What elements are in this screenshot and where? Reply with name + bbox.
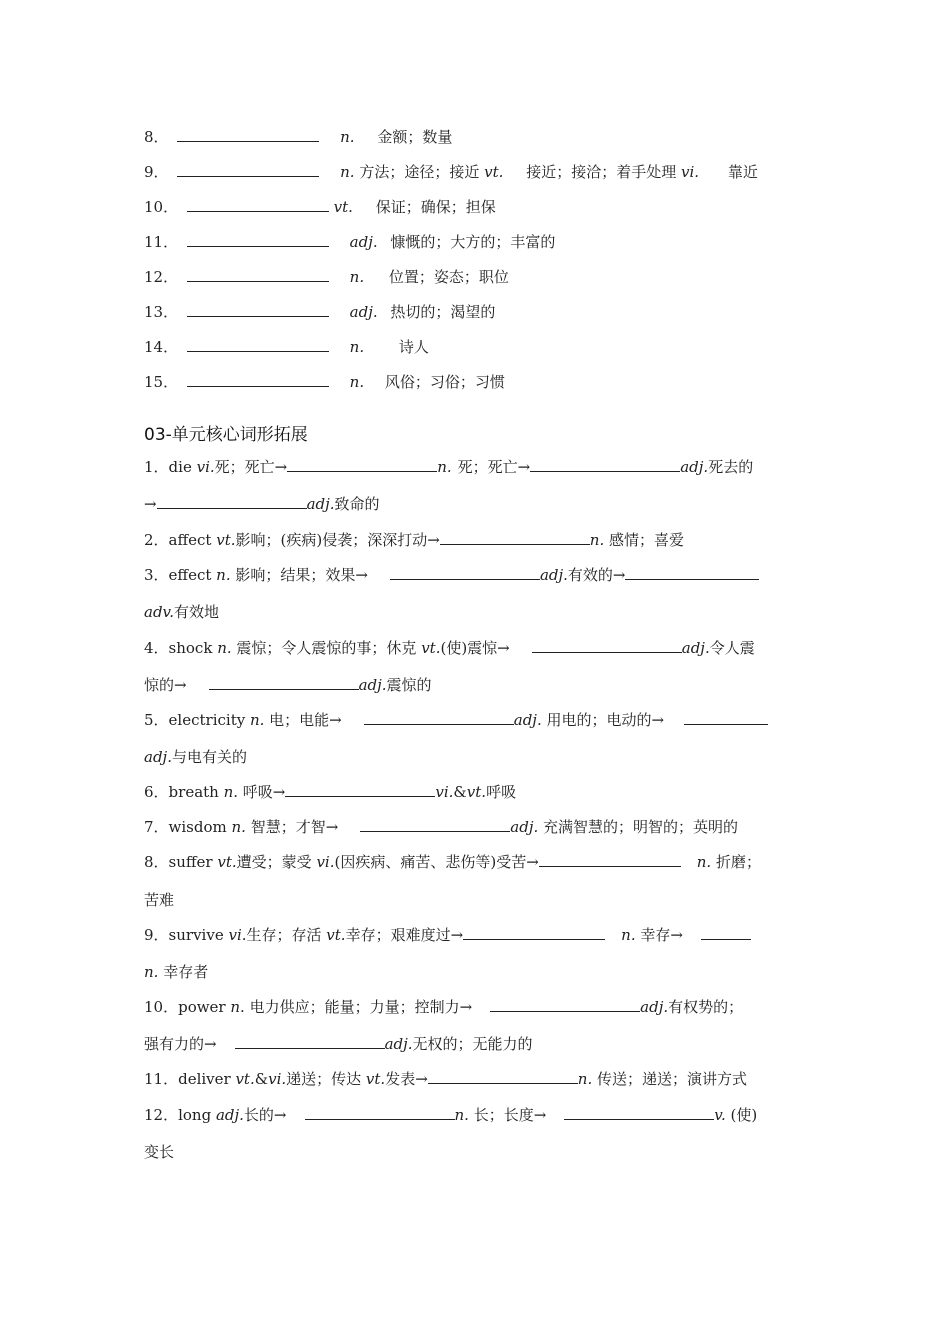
word-form-entry-10 xyxy=(144,996,824,1018)
vocab-item-13 xyxy=(144,301,824,323)
entry-text: (使)震惊→ xyxy=(440,639,510,657)
part-of-speech: v. xyxy=(714,1106,726,1124)
answer-blank[interactable] xyxy=(305,1105,455,1120)
item-number: 13． xyxy=(144,303,179,321)
entry-text: 感情；喜爱 xyxy=(604,531,684,549)
word-form-entry-11 xyxy=(144,1068,824,1090)
word-form-entry-10-cont xyxy=(144,1033,824,1055)
entry-text: 影响；结果；效果→ xyxy=(230,566,368,584)
answer-blank[interactable] xyxy=(490,997,640,1012)
part-of-speech: adj. xyxy=(306,495,335,513)
entry-text: 影响；(疾病)侵袭；深深打动→ xyxy=(235,531,440,549)
answer-blank[interactable] xyxy=(463,925,605,940)
part-of-speech: n. xyxy=(349,373,365,391)
part-of-speech: vi. xyxy=(268,1070,287,1088)
answer-blank[interactable] xyxy=(287,457,437,472)
entry-text: (使) xyxy=(725,1106,758,1124)
entry-text: 幸存；艰难度过→ xyxy=(345,926,464,944)
entry-text: → xyxy=(144,495,157,513)
answer-blank[interactable] xyxy=(209,675,359,690)
entry-text: 令人震 xyxy=(709,639,755,657)
word-form-entry-8 xyxy=(144,851,824,873)
item-number: 11． xyxy=(144,233,179,251)
answer-blank[interactable] xyxy=(285,782,435,797)
vocab-item-10 xyxy=(144,196,824,218)
entry-text: 电；电能→ xyxy=(264,711,342,729)
answer-blank[interactable] xyxy=(177,127,319,142)
entry-text: 10．power xyxy=(144,998,231,1016)
part-of-speech: vt. xyxy=(216,531,236,549)
entry-text: 与电有关的 xyxy=(171,748,247,766)
entry-text: 有效地 xyxy=(174,603,220,621)
part-of-speech: n. xyxy=(249,711,265,729)
answer-blank[interactable] xyxy=(364,710,514,725)
part-of-speech: vi. xyxy=(316,853,335,871)
part-of-speech: n. xyxy=(223,783,239,801)
entry-text: 生存；存活 xyxy=(246,926,327,944)
answer-blank[interactable] xyxy=(177,162,319,177)
entry-text: 惊的→ xyxy=(144,676,187,694)
part-of-speech: n. xyxy=(696,853,712,871)
answer-blank[interactable] xyxy=(625,565,759,580)
word-form-entry-4-cont xyxy=(144,674,824,696)
meaning: 位置；姿态；职位 xyxy=(388,268,509,286)
word-form-entry-3-cont xyxy=(144,601,824,623)
item-number: 10． xyxy=(144,198,179,216)
part-of-speech: adj. xyxy=(681,639,710,657)
answer-blank[interactable] xyxy=(684,710,768,725)
vocab-item-9 xyxy=(144,161,824,183)
word-form-entry-12-cont xyxy=(144,1141,824,1163)
part-of-speech: vt. xyxy=(365,1070,386,1088)
answer-blank[interactable] xyxy=(530,457,680,472)
entry-text: 死；死亡→ xyxy=(214,458,288,476)
answer-blank[interactable] xyxy=(360,817,510,832)
entry-text: 呼吸→ xyxy=(238,783,286,801)
vocab-item-12 xyxy=(144,266,824,288)
part-of-speech: n. xyxy=(437,458,452,476)
word-form-entry-4 xyxy=(144,637,824,659)
part-of-speech: vi. xyxy=(196,458,215,476)
part-of-speech: n. xyxy=(454,1106,469,1124)
entry-text: 传送；递送；演讲方式 xyxy=(592,1070,747,1088)
entry-text: 9．survive xyxy=(144,926,229,944)
entry-text: 3．effect xyxy=(144,566,217,584)
answer-blank[interactable] xyxy=(187,372,329,387)
entry-text: 用电的；电动的→ xyxy=(541,711,665,729)
entry-text: 11．deliver xyxy=(144,1070,236,1088)
answer-blank[interactable] xyxy=(157,494,307,509)
entry-text: 长；长度→ xyxy=(468,1106,547,1124)
entry-text: 长的→ xyxy=(243,1106,287,1124)
part-of-speech: adj. xyxy=(349,233,378,251)
entry-text: 有效的→ xyxy=(567,566,626,584)
meaning: 金额；数量 xyxy=(377,128,453,146)
item-number: 14． xyxy=(144,338,179,356)
entry-text: 强有力的→ xyxy=(144,1035,217,1053)
answer-blank[interactable] xyxy=(187,302,329,317)
meaning: 保证；确保；担保 xyxy=(375,198,496,216)
item-number: 12． xyxy=(144,268,179,286)
entry-text: 4．shock xyxy=(144,639,218,657)
item-number: 15． xyxy=(144,373,179,391)
part-of-speech: vt. xyxy=(235,1070,255,1088)
part-of-speech: adj. xyxy=(680,458,709,476)
part-of-speech: n. xyxy=(340,163,355,181)
part-of-speech: n. xyxy=(349,268,365,286)
entry-text: 有权势的； xyxy=(668,998,744,1016)
part-of-speech: vi. xyxy=(680,163,700,181)
entry-text: 6．breath xyxy=(144,783,224,801)
item-number: 9． xyxy=(144,163,169,181)
part-of-speech: adj. xyxy=(349,303,378,321)
word-form-entry-2 xyxy=(144,529,824,551)
part-of-speech: n. xyxy=(340,128,355,146)
part-of-speech: n. xyxy=(621,926,636,944)
word-form-entry-8-cont xyxy=(144,889,824,911)
entry-text: 遭受；蒙受 xyxy=(236,853,317,871)
entry-text: 递送；传达 xyxy=(286,1070,366,1088)
part-of-speech: vt. xyxy=(484,163,504,181)
answer-blank[interactable] xyxy=(235,1034,385,1049)
answer-blank[interactable] xyxy=(187,197,329,212)
meaning: 靠近 xyxy=(727,163,758,181)
answer-blank[interactable] xyxy=(564,1105,714,1120)
part-of-speech: vt. xyxy=(217,853,237,871)
section-title: 03-单元核心词形拓展 xyxy=(144,425,308,445)
answer-blank[interactable] xyxy=(532,638,682,653)
part-of-speech: adj. xyxy=(513,711,542,729)
part-of-speech: n. xyxy=(217,639,232,657)
vocab-item-11 xyxy=(144,231,824,253)
word-form-entry-3 xyxy=(144,564,824,586)
entry-text: 苦难 xyxy=(144,891,175,909)
entry-text: 死去的 xyxy=(708,458,754,476)
meaning: 热切的；渴望的 xyxy=(390,303,496,321)
entry-text: 致命的 xyxy=(334,495,380,513)
part-of-speech: n. xyxy=(589,531,605,549)
part-of-speech: adj. xyxy=(384,1035,413,1053)
entry-text: 变长 xyxy=(144,1143,175,1161)
entry-text: 智慧；才智→ xyxy=(245,818,339,836)
part-of-speech: n. xyxy=(577,1070,593,1088)
part-of-speech: adj. xyxy=(358,676,387,694)
part-of-speech: vt. xyxy=(333,198,353,216)
entry-text: 2．affect xyxy=(144,531,217,549)
entry-text: 呼吸 xyxy=(486,783,517,801)
part-of-speech: n. xyxy=(231,818,246,836)
word-form-entry-9-cont xyxy=(144,961,824,983)
answer-blank[interactable] xyxy=(187,267,329,282)
part-of-speech: n. xyxy=(216,566,231,584)
word-form-entry-1 xyxy=(144,456,824,478)
meaning: 接近；接洽；着手处理 xyxy=(526,163,677,181)
vocab-item-14 xyxy=(144,336,824,358)
entry-text: & xyxy=(453,783,467,801)
part-of-speech: adj. xyxy=(640,998,669,1016)
item-number: 8． xyxy=(144,128,169,146)
entry-text: 充满智慧的；明智的；英明的 xyxy=(538,818,739,836)
entry-text: 8．suffer xyxy=(144,853,218,871)
entry-text: & xyxy=(254,1070,269,1088)
part-of-speech: adj. xyxy=(215,1106,244,1124)
entry-text: 震惊；令人震惊的事；休克 xyxy=(231,639,422,657)
entry-text: 电力供应；能量；力量；控制力→ xyxy=(244,998,473,1016)
part-of-speech: adj. xyxy=(510,818,539,836)
entry-text: 发表→ xyxy=(385,1070,428,1088)
word-form-entry-12 xyxy=(144,1104,824,1126)
part-of-speech: vt. xyxy=(326,926,346,944)
entry-text: 折磨； xyxy=(711,853,761,871)
word-form-entry-1-cont xyxy=(144,493,824,515)
meaning: 风俗；习俗；习惯 xyxy=(384,373,505,391)
part-of-speech: n. xyxy=(349,338,365,356)
answer-blank[interactable] xyxy=(428,1069,578,1084)
part-of-speech: adv. xyxy=(144,603,175,621)
entry-text: 震惊的 xyxy=(386,676,432,694)
part-of-speech: adj. xyxy=(144,748,172,766)
vocab-item-8 xyxy=(144,126,824,148)
part-of-speech: adj. xyxy=(539,566,568,584)
part-of-speech: vi. xyxy=(435,783,454,801)
word-form-entry-6 xyxy=(144,781,824,803)
entry-text: 死；死亡→ xyxy=(457,458,531,476)
entry-text: 幸存→ xyxy=(635,926,683,944)
entry-text: (因疾病、痛苦、悲伤等)受苦→ xyxy=(334,853,539,871)
answer-blank[interactable] xyxy=(440,530,590,545)
vocab-item-15 xyxy=(144,371,824,393)
answer-blank[interactable] xyxy=(187,337,329,352)
answer-blank[interactable] xyxy=(701,925,751,940)
part-of-speech: vt. xyxy=(466,783,487,801)
meaning: 慷慨的；大方的；丰富的 xyxy=(390,233,556,251)
entry-text: 12．long xyxy=(144,1106,216,1124)
word-form-entry-5 xyxy=(144,709,824,731)
part-of-speech: vt. xyxy=(421,639,441,657)
meaning: 诗人 xyxy=(398,338,429,356)
word-form-entry-9 xyxy=(144,924,824,946)
entry-text: 5．electricity xyxy=(144,711,250,729)
entry-text: 幸存者 xyxy=(158,963,209,981)
part-of-speech: n. xyxy=(230,998,245,1016)
part-of-speech: vi. xyxy=(228,926,247,944)
answer-blank[interactable] xyxy=(539,852,681,867)
meaning: 方法；途径；接近 xyxy=(359,163,480,181)
answer-blank[interactable] xyxy=(390,565,540,580)
entry-text: 1．die xyxy=(144,458,197,476)
answer-blank[interactable] xyxy=(187,232,329,247)
entry-text: 7．wisdom xyxy=(144,818,232,836)
word-form-entry-7 xyxy=(144,816,824,838)
word-form-entry-5-cont xyxy=(144,746,824,768)
entry-text: 无权的；无能力的 xyxy=(412,1035,533,1053)
part-of-speech: n. xyxy=(144,963,159,981)
